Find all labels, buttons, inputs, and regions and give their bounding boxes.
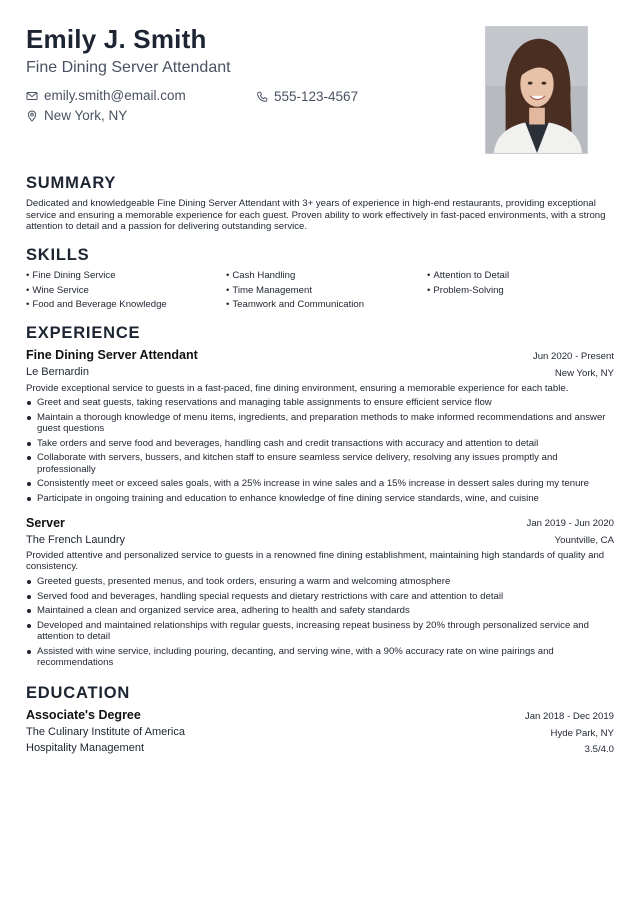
job-dates: Jun 2020 - Present — [532, 351, 614, 362]
candidate-title: Fine Dining Server Attendant — [26, 59, 231, 76]
job-company: The French Laundry — [26, 534, 126, 546]
list-item: Served food and beverages, handling special requests and dietary restrictions with care and attention to detail — [26, 591, 616, 602]
job-description: Provided attentive and personalized service to guests in a renowned fine dining establishment, maintaining high standards of quality and consistency. — [26, 550, 605, 573]
location-text: New York, NY — [44, 108, 128, 123]
list-item: Maintained a clean and organized service area, adhering to health and safety standards — [26, 605, 616, 616]
major: Hospitality Management — [26, 742, 145, 754]
skill-item: • Attention to Detail — [427, 270, 509, 281]
skill-item: • Wine Service — [26, 285, 89, 296]
phone-icon — [256, 91, 268, 103]
skill-item: • Time Management — [226, 285, 312, 296]
degree: Associate's Degree — [26, 708, 141, 722]
list-item: Greet and seat guests, taking reservations and managing table assignments to ensure efficient service flow — [26, 397, 616, 408]
skill-item: • Food and Beverage Knowledge — [26, 299, 167, 310]
job-company: Le Bernardin — [26, 366, 89, 378]
mail-icon — [26, 90, 38, 102]
experience-heading: EXPERIENCE — [26, 324, 141, 342]
education-dates: Jan 2018 - Dec 2019 — [524, 711, 614, 722]
list-item: Participate in ongoing training and education to enhance knowledge of fine dining service standards, wine, and cuisine — [26, 493, 616, 504]
phone-text: 555-123-4567 — [274, 89, 359, 104]
job-dates: Jan 2019 - Jun 2020 — [526, 518, 614, 529]
list-item: Take orders and serve food and beverages, handling cash and credit transactions with accuracy and attention to detail — [26, 438, 616, 449]
candidate-name: Emily J. Smith — [26, 24, 207, 54]
job-location: New York, NY — [554, 368, 614, 379]
list-item: Consistently meet or exceed sales goals, with a 25% increase in wine sales and a 15% increase in dessert sales during my tenure — [26, 478, 616, 489]
list-item: Maintain a thorough knowledge of menu items, ingredients, and preparation methods to make informed recommendations and answer guest questions — [26, 412, 616, 435]
list-item: Developed and maintained relationships with regular guests, increasing repeat business by 20% through personalized service and attention to detail — [26, 620, 616, 643]
email-text: emily.smith@email.com — [44, 88, 186, 103]
skill-item: • Fine Dining Service — [26, 270, 116, 281]
skill-item: • Teamwork and Communication — [226, 299, 364, 310]
list-item: Assisted with wine service, including pouring, decanting, and serving wine, with a 90% accuracy rate on wine pairings and recommendations — [26, 646, 616, 669]
summary-heading: SUMMARY — [26, 174, 117, 192]
school-location: Hyde Park, NY — [550, 728, 614, 739]
job-bullets — [26, 397, 616, 507]
skill-item: • Problem-Solving — [427, 285, 504, 296]
location-pin-icon — [26, 110, 38, 122]
summary-text: Dedicated and knowledgeable Fine Dining Server Attendant with 3+ years of experience in high-end restaurants, providing exceptional service and ensuring a memorable experience for each guest. Proven ability to work effectively in fast-paced environments, with a strong attention to detail and a passion for delivering outstanding service. — [26, 198, 606, 233]
profile-photo — [485, 26, 588, 154]
school: The Culinary Institute of America — [26, 726, 185, 738]
skills-heading: SKILLS — [26, 246, 90, 264]
job-description: Provide exceptional service to guests in a fast-paced, fine dining environment, ensuring a memorable experience for each table. — [26, 383, 569, 394]
job-title: Server — [26, 516, 65, 530]
education-heading: EDUCATION — [26, 684, 131, 702]
job-title: Fine Dining Server Attendant — [26, 348, 198, 362]
job-location: Yountville, CA — [554, 535, 614, 546]
list-item: Greeted guests, presented menus, and took orders, ensuring a warm and welcoming atmosphere — [26, 576, 616, 587]
contact-email[interactable] — [26, 88, 186, 103]
contact-phone[interactable] — [256, 89, 358, 104]
job-bullets — [26, 576, 616, 672]
skill-item: • Cash Handling — [226, 270, 295, 281]
list-item: Collaborate with servers, bussers, and kitchen staff to ensure seamless service delivery, resolving any issues promptly and professionally — [26, 452, 616, 475]
gpa: 3.5/4.0 — [584, 744, 614, 755]
contact-location — [26, 108, 127, 123]
